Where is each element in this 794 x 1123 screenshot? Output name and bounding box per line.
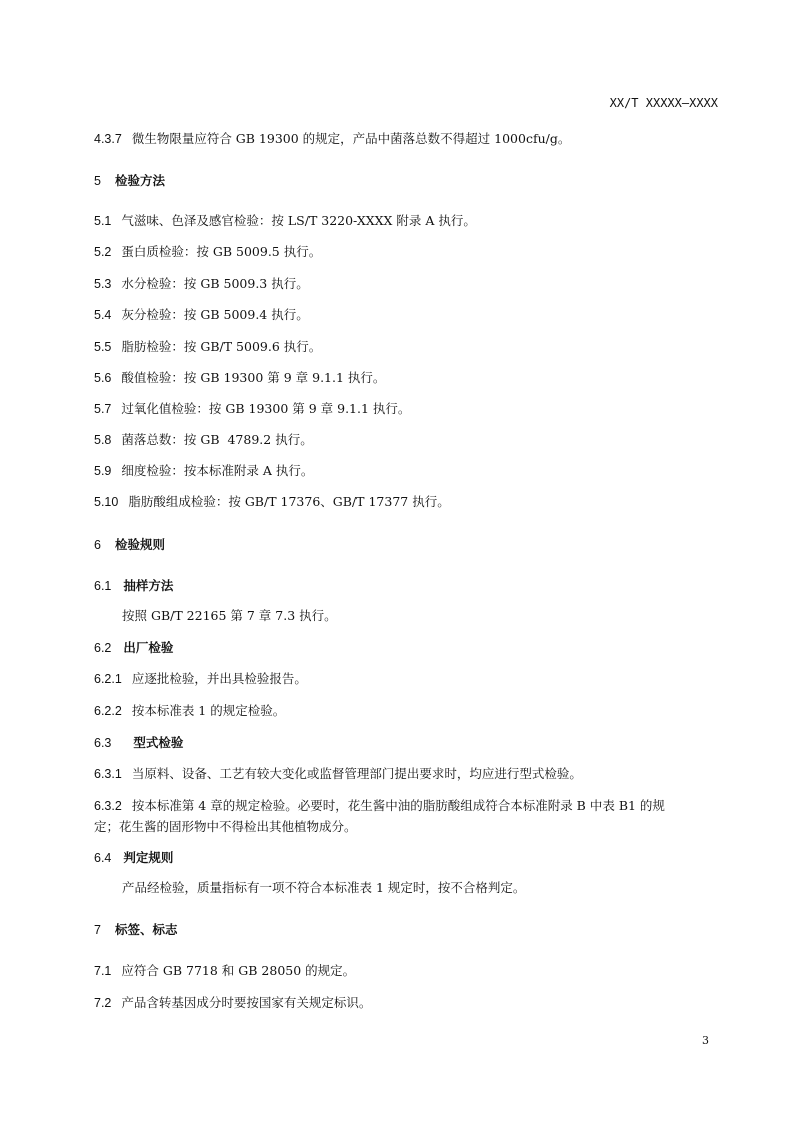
clause-number: 6.2.2 (94, 704, 122, 718)
clause-number: 7.2 (94, 996, 112, 1010)
clause-6-3-2-line-1 (94, 798, 665, 814)
clause-5-3 (94, 276, 309, 292)
clause-5-2 (94, 244, 321, 260)
section-title: 判定规则 (123, 851, 174, 865)
clause-text: 当原料、设备、工艺有较大变化或监督管理部门提出要求时，均应进行型式检验。 (131, 766, 582, 781)
clause-5-9 (94, 463, 313, 479)
clause-text: 细度检验：按本标准附录 A 执行。 (121, 463, 314, 478)
clause-5-6 (94, 370, 385, 386)
chapter-number: 7 (94, 923, 101, 937)
clause-text: 应逐批检验，并出具检验报告。 (131, 671, 307, 686)
section-title: 型式检验 (133, 736, 184, 750)
section-title: 出厂检验 (123, 641, 174, 655)
clause-text: 脂肪检验：按 GB/T 5009.6 执行。 (121, 339, 322, 354)
clause-text: 气滋味、色泽及感官检验：按 LS/T 3220-XXXX 附录 A 执行。 (121, 213, 476, 228)
section-number: 6.2 (94, 641, 112, 655)
chapter-title: 检验方法 (114, 174, 165, 188)
clause-6-3-1 (94, 766, 582, 782)
chapter-7-heading (94, 922, 177, 938)
clause-number: 5.4 (94, 308, 112, 322)
clause-4-3-7 (94, 131, 570, 147)
chapter-number: 5 (94, 174, 101, 188)
clause-number: 5.5 (94, 340, 112, 354)
section-6-3-heading (94, 735, 183, 751)
clause-number: 5.1 (94, 214, 112, 228)
clause-6-2-2 (94, 703, 285, 719)
section-number: 6.4 (94, 851, 112, 865)
clause-number: 6.3.2 (94, 799, 122, 813)
section-title: 抽样方法 (123, 579, 174, 593)
clause-5-10 (94, 494, 450, 510)
section-number: 6.1 (94, 579, 112, 593)
clause-5-7 (94, 401, 410, 417)
clause-5-4 (94, 307, 309, 323)
chapter-5-heading (94, 173, 165, 189)
clause-number: 5.3 (94, 277, 112, 291)
section-6-4-heading (94, 850, 173, 866)
clause-text: 脂肪酸组成检验：按 GB/T 17376、GB/T 17377 执行。 (128, 494, 450, 509)
clause-5-1 (94, 213, 476, 229)
clause-text: 过氧化值检验：按 GB 19300 第 9 章 9.1.1 执行。 (121, 401, 411, 416)
chapter-title: 检验规则 (114, 538, 165, 552)
clause-number: 6.3.1 (94, 767, 122, 781)
clause-text: 微生物限量应符合 GB 19300 的规定，产品中菌落总数不得超过 1000cfu/g。 (131, 131, 571, 146)
clause-6-2-1 (94, 671, 307, 687)
section-6-1-body: 按照 GB/T 22165 第 7 章 7.3 执行。 (122, 608, 337, 623)
section-number: 6.3 (94, 736, 112, 750)
clause-text: 水分检验：按 GB 5009.3 执行。 (121, 276, 309, 291)
clause-number: 4.3.7 (94, 132, 122, 146)
clause-number: 5.2 (94, 245, 112, 259)
clause-7-2 (94, 995, 371, 1011)
clause-5-8 (94, 432, 313, 448)
chapter-title: 标签、标志 (114, 923, 178, 937)
section-6-2-heading (94, 640, 173, 656)
clause-number: 5.9 (94, 464, 112, 478)
clause-7-1 (94, 963, 355, 979)
clause-text: 按本标准第 4 章的规定检验。必要时，花生酱中油的脂肪酸组成符合本标准附录 B 中表 B1 的规 (131, 798, 665, 813)
clause-text: 产品含转基因成分时要按国家有关规定标识。 (121, 995, 372, 1010)
clause-number: 7.1 (94, 964, 112, 978)
chapter-number: 6 (94, 538, 101, 552)
clause-number: 5.7 (94, 402, 112, 416)
clause-text: 灰分检验：按 GB 5009.4 执行。 (121, 307, 309, 322)
section-6-1-heading (94, 578, 173, 594)
document-code: XX/T XXXXX—XXXX (609, 96, 718, 110)
clause-text: 应符合 GB 7718 和 GB 28050 的规定。 (121, 963, 356, 978)
clause-number: 5.8 (94, 433, 112, 447)
page-number: 3 (702, 1034, 709, 1047)
clause-5-5 (94, 339, 321, 355)
clause-text: 按本标准表 1 的规定检验。 (131, 703, 286, 718)
clause-text: 菌落总数：按 GB 4789.2 执行。 (121, 432, 313, 447)
clause-number: 6.2.1 (94, 672, 122, 686)
section-6-4-body: 产品经检验，质量指标有一项不符合本标准表 1 规定时，按不合格判定。 (122, 880, 526, 895)
chapter-6-heading (94, 537, 165, 553)
clause-6-3-2-line-2: 定；花生酱的固形物中不得检出其他植物成分。 (94, 819, 357, 834)
clause-number: 5.6 (94, 371, 112, 385)
clause-text: 蛋白质检验：按 GB 5009.5 执行。 (121, 244, 322, 259)
clause-text: 酸值检验：按 GB 19300 第 9 章 9.1.1 执行。 (121, 370, 386, 385)
clause-number: 5.10 (94, 495, 119, 509)
